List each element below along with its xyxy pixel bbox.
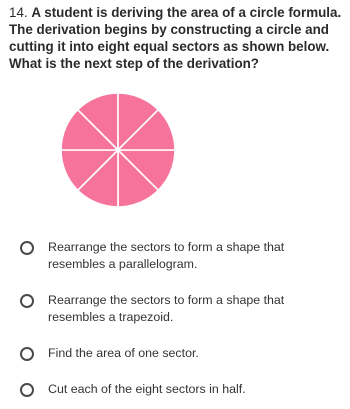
question-text: A student is deriving the area of a circle formula. The derivation begins by constructing a circle and cutting it into eight equal sectors as shown below. What is the next step of the derivation? <box>9 5 342 71</box>
radio-button[interactable] <box>20 294 34 308</box>
radio-button[interactable] <box>20 347 34 361</box>
circle-diagram <box>60 92 176 208</box>
question-prompt <box>9 4 345 72</box>
answer-option-label: Cut each of the eight sectors in half. <box>48 382 246 396</box>
radio-button[interactable] <box>20 383 34 397</box>
answer-option-label: Rearrange the sectors to form a shape that resembles a parallelogram. <box>48 240 285 271</box>
answer-option-label: Rearrange the sectors to form a shape that resembles a trapezoid. <box>48 293 285 324</box>
question-number: 14. <box>9 5 28 20</box>
sector-circle-figure <box>60 92 176 208</box>
radio-button[interactable] <box>20 241 34 255</box>
answer-option-label: Find the area of one sector. <box>48 346 199 360</box>
